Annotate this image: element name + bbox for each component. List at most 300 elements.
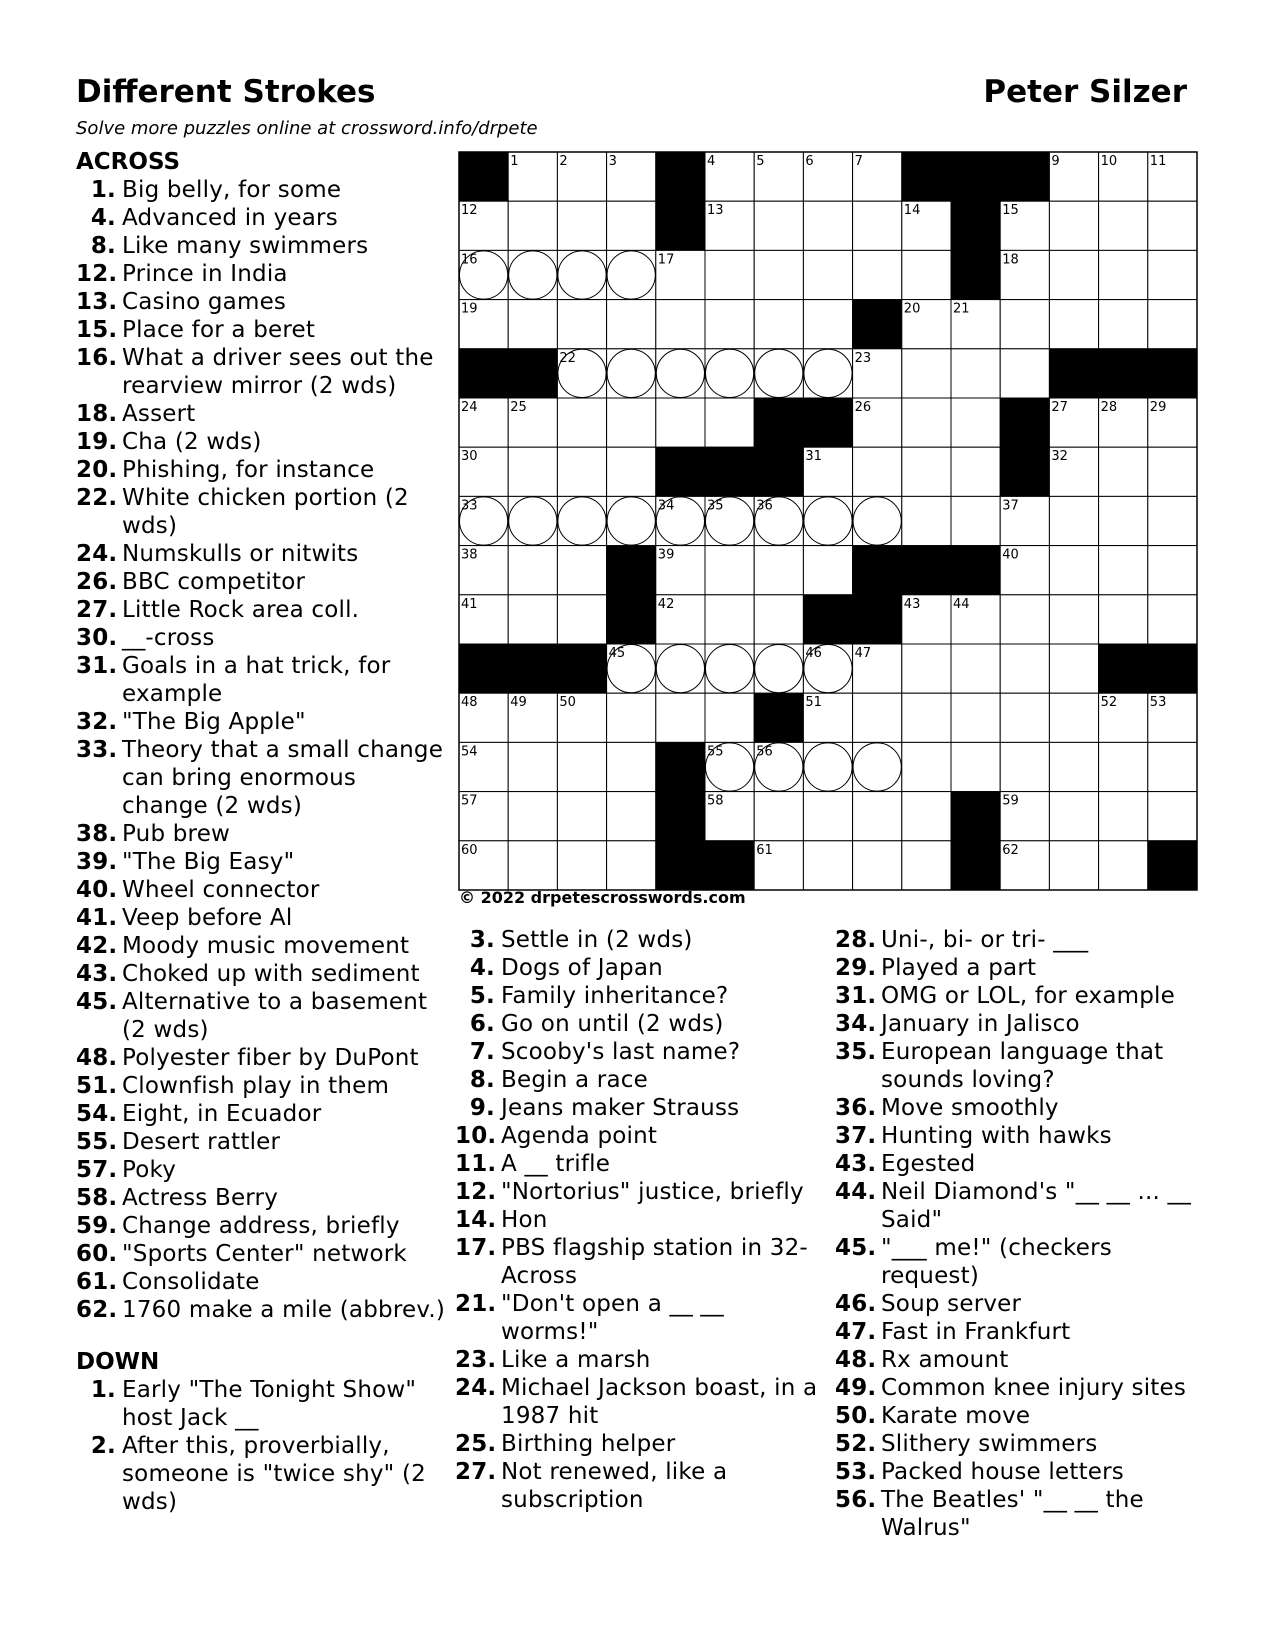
grid-cell[interactable] <box>1099 447 1148 496</box>
grid-cell[interactable] <box>902 693 951 742</box>
grid-cell[interactable] <box>803 250 852 299</box>
grid-block <box>951 546 1000 595</box>
grid-cell[interactable] <box>1049 841 1098 890</box>
grid-cell[interactable] <box>557 742 606 791</box>
clues-left-column <box>76 148 446 1516</box>
grid-cell[interactable] <box>508 546 557 595</box>
grid-cell[interactable] <box>557 398 606 447</box>
grid-block <box>1049 349 1098 398</box>
clue-text: Goals in a hat trick, for example <box>122 653 391 707</box>
clue-text: Theory that a small change can bring enormous change (2 wds) <box>122 737 444 819</box>
grid-block <box>1000 398 1049 447</box>
clue-number: 15. <box>76 317 118 343</box>
clue-item <box>455 954 825 982</box>
cell-number: 41 <box>461 596 478 612</box>
grid-cell[interactable] <box>951 693 1000 742</box>
clue-number: 59. <box>76 1213 118 1239</box>
grid-cell[interactable] <box>902 644 951 693</box>
clue-item <box>76 904 446 932</box>
cell-number: 32 <box>1051 449 1068 465</box>
clue-text: Actress Berry <box>122 1185 279 1211</box>
clue-item <box>76 344 446 400</box>
cell-number: 49 <box>510 695 527 711</box>
grid-cell[interactable] <box>1099 496 1148 545</box>
clue-number: 47. <box>835 1319 877 1345</box>
grid-cell[interactable] <box>803 792 852 841</box>
clue-text: Like many swimmers <box>122 233 369 259</box>
grid-cell[interactable] <box>902 742 951 791</box>
grid-cell[interactable] <box>803 300 852 349</box>
grid-cell[interactable] <box>1148 792 1197 841</box>
clue-text: January in Jalisco <box>881 1011 1080 1037</box>
cell-number: 15 <box>1002 203 1019 219</box>
grid-cell[interactable] <box>656 398 705 447</box>
grid-cell[interactable] <box>1099 201 1148 250</box>
copyright-notice: © 2022 drpetescrosswords.com <box>459 888 746 907</box>
clue-text: Choked up with sediment <box>122 961 420 987</box>
cell-number: 26 <box>854 400 872 415</box>
clue-text: Alternative to a basement (2 wds) <box>122 989 428 1043</box>
cell-number: 36 <box>756 498 773 514</box>
grid-cell[interactable] <box>951 447 1000 496</box>
grid-cell[interactable] <box>754 546 803 595</box>
crossword-grid[interactable] <box>459 152 1197 890</box>
clue-number: 8. <box>90 233 116 259</box>
cell-number: 56 <box>756 744 773 760</box>
grid-block <box>656 152 705 201</box>
grid-cell[interactable] <box>656 300 705 349</box>
grid-cell[interactable] <box>607 447 656 496</box>
grid-cell[interactable] <box>902 250 951 299</box>
grid-cell[interactable] <box>1049 250 1098 299</box>
clue-item <box>76 1240 446 1268</box>
clue-item <box>835 1430 1215 1458</box>
grid-cell[interactable] <box>853 250 902 299</box>
grid-block <box>951 250 1000 299</box>
clue-item <box>835 1234 1215 1290</box>
cell-number: 31 <box>805 449 822 465</box>
clue-number: 43. <box>835 1151 877 1177</box>
clue-item <box>835 1094 1215 1122</box>
clue-number: 44. <box>835 1179 877 1205</box>
grid-cell[interactable] <box>1049 201 1098 250</box>
grid-cell[interactable] <box>557 595 606 644</box>
clue-number: 54. <box>76 1101 118 1127</box>
clue-item <box>455 1290 825 1346</box>
grid-cell[interactable] <box>853 693 902 742</box>
clue-item <box>76 540 446 568</box>
clue-number: 24. <box>455 1375 497 1401</box>
cell-number: 38 <box>461 547 478 563</box>
clue-item <box>455 1458 825 1514</box>
clue-item <box>76 1376 446 1432</box>
grid-cell[interactable] <box>1099 250 1148 299</box>
grid-cell[interactable] <box>508 595 557 644</box>
clue-item <box>835 1346 1215 1374</box>
clue-text: Slithery swimmers <box>881 1431 1098 1457</box>
grid-block <box>754 398 803 447</box>
grid-cell[interactable] <box>754 250 803 299</box>
grid-cell[interactable] <box>1049 742 1098 791</box>
grid-cell[interactable] <box>1148 250 1197 299</box>
clue-number: 21. <box>455 1291 497 1317</box>
cell-number: 29 <box>1149 400 1167 415</box>
clue-text: Neil Diamond's "__ __ ... __ Said" <box>881 1179 1191 1233</box>
clue-number: 25. <box>455 1431 497 1457</box>
cell-number: 23 <box>854 350 872 366</box>
clue-text: Moody music movement <box>122 933 410 959</box>
clue-text: Advanced in years <box>122 205 338 231</box>
grid-block <box>705 447 754 496</box>
grid-cell[interactable] <box>803 841 852 890</box>
cell-number: 14 <box>903 203 921 219</box>
grid-cell[interactable] <box>705 595 754 644</box>
grid-cell[interactable] <box>902 792 951 841</box>
clue-text: Go on until (2 wds) <box>501 1011 724 1037</box>
clue-number: 26. <box>76 569 118 595</box>
grid-cell[interactable] <box>803 546 852 595</box>
grid-cell[interactable] <box>557 447 606 496</box>
grid-cell[interactable] <box>705 300 754 349</box>
clue-item <box>76 484 446 540</box>
clue-number: 4. <box>90 205 116 231</box>
clue-item <box>835 1290 1215 1318</box>
clue-number: 46. <box>835 1291 877 1317</box>
cell-number: 54 <box>461 744 478 760</box>
clue-number: 48. <box>76 1045 118 1071</box>
clue-item <box>76 1184 446 1212</box>
clue-item <box>76 288 446 316</box>
grid-cell[interactable] <box>705 546 754 595</box>
clue-number: 6. <box>469 1011 495 1037</box>
clue-item <box>76 624 446 652</box>
grid-block <box>754 447 803 496</box>
puzzle-author: Peter Silzer <box>983 74 1187 110</box>
clue-text: "The Big Apple" <box>122 709 306 735</box>
grid-cell[interactable] <box>803 201 852 250</box>
clue-text: Birthing helper <box>501 1431 676 1457</box>
clue-item <box>455 1430 825 1458</box>
clue-text: Desert rattler <box>122 1129 281 1155</box>
clue-number: 11. <box>455 1151 497 1177</box>
clue-number: 28. <box>835 927 877 953</box>
grid-cell[interactable] <box>1000 693 1049 742</box>
cell-number: 25 <box>510 400 527 415</box>
grid-cell[interactable] <box>607 792 656 841</box>
grid-cell[interactable] <box>1000 300 1049 349</box>
grid-cell[interactable] <box>508 792 557 841</box>
grid-cell[interactable] <box>557 546 606 595</box>
grid-cell[interactable] <box>853 792 902 841</box>
down-clue-list-part1 <box>76 1376 446 1516</box>
cell-number: 2 <box>559 154 568 169</box>
clue-text: Early "The Tonight Show" host Jack __ <box>122 1377 417 1431</box>
grid-cell[interactable] <box>902 496 951 545</box>
cell-number: 37 <box>1002 498 1019 514</box>
clue-text: Rx amount <box>881 1347 1009 1373</box>
grid-cell[interactable] <box>1099 841 1148 890</box>
cell-number: 5 <box>756 154 765 169</box>
grid-block <box>853 595 902 644</box>
grid-cell[interactable] <box>1148 595 1197 644</box>
clue-item <box>835 1150 1215 1178</box>
clue-item <box>835 1010 1215 1038</box>
grid-block <box>508 349 557 398</box>
clue-text: PBS flagship station in 32-Across <box>501 1235 808 1289</box>
clue-text: Egested <box>881 1151 976 1177</box>
across-heading: ACROSS <box>76 149 181 175</box>
grid-cell[interactable] <box>902 349 951 398</box>
clue-item <box>76 820 446 848</box>
clue-number: 31. <box>76 653 118 679</box>
clue-text: Clownfish play in them <box>122 1073 390 1099</box>
grid-block <box>656 201 705 250</box>
cell-number: 57 <box>461 793 478 809</box>
clue-item <box>76 260 446 288</box>
grid-cell[interactable] <box>656 693 705 742</box>
grid-cell[interactable] <box>1148 300 1197 349</box>
clue-item <box>76 1212 446 1240</box>
grid-cell[interactable] <box>853 841 902 890</box>
clue-number: 19. <box>76 429 118 455</box>
clue-item <box>835 1486 1215 1542</box>
grid-cell[interactable] <box>951 398 1000 447</box>
grid-cell[interactable] <box>754 201 803 250</box>
grid-cell[interactable] <box>951 742 1000 791</box>
clue-item <box>455 1038 825 1066</box>
grid-cell[interactable] <box>951 644 1000 693</box>
clue-item <box>76 176 446 204</box>
grid-cell[interactable] <box>557 841 606 890</box>
grid-block <box>853 300 902 349</box>
grid-cell[interactable] <box>607 201 656 250</box>
grid-cell[interactable] <box>607 398 656 447</box>
clue-text: White chicken portion (2 wds) <box>122 485 409 539</box>
clue-item <box>76 204 446 232</box>
grid-cell[interactable] <box>754 300 803 349</box>
clue-text: BBC competitor <box>122 569 306 595</box>
puzzle-subtitle: Solve more puzzles online at crossword.info/drpete <box>76 118 538 139</box>
clue-item <box>76 848 446 876</box>
clue-number: 40. <box>76 877 118 903</box>
grid-cell[interactable] <box>1099 792 1148 841</box>
clue-number: 27. <box>76 597 118 623</box>
grid-cell[interactable] <box>705 693 754 742</box>
clue-text: Jeans maker Strauss <box>501 1095 740 1121</box>
grid-cell[interactable] <box>1049 693 1098 742</box>
grid-cell[interactable] <box>1000 644 1049 693</box>
grid-cell[interactable] <box>1049 300 1098 349</box>
cell-number: 11 <box>1149 154 1167 169</box>
grid-cell[interactable] <box>1049 792 1098 841</box>
clue-text: Change address, briefly <box>122 1213 400 1239</box>
clue-item <box>76 400 446 428</box>
clue-number: 36. <box>835 1095 877 1121</box>
grid-cell[interactable] <box>705 398 754 447</box>
cell-number: 52 <box>1100 695 1118 711</box>
clue-number: 49. <box>835 1375 877 1401</box>
clue-number: 8. <box>469 1067 495 1093</box>
grid-cell[interactable] <box>951 496 1000 545</box>
grid-cell[interactable] <box>853 201 902 250</box>
clue-number: 9. <box>469 1095 495 1121</box>
down-clue-list-part2 <box>455 926 825 1514</box>
cell-number: 8 <box>1002 154 1011 169</box>
clue-item <box>835 1038 1215 1094</box>
grid-cell[interactable] <box>902 398 951 447</box>
clue-text: Hon <box>501 1207 548 1233</box>
grid-cell[interactable] <box>902 447 951 496</box>
clue-text: Uni-, bi- or tri- ___ <box>881 927 1089 953</box>
cell-number: 27 <box>1051 400 1068 415</box>
cell-number: 28 <box>1100 400 1118 415</box>
grid-cell[interactable] <box>902 841 951 890</box>
clue-text: Fast in Frankfurt <box>881 1319 1071 1345</box>
clue-item <box>76 988 446 1044</box>
clue-number: 20. <box>76 457 118 483</box>
cell-number: 7 <box>854 154 863 169</box>
grid-block <box>803 595 852 644</box>
clue-text: "___ me!" (checkers request) <box>881 1235 1112 1289</box>
clue-number: 39. <box>76 849 118 875</box>
cell-number: 13 <box>707 203 724 219</box>
grid-cell[interactable] <box>557 201 606 250</box>
clue-number: 1. <box>90 177 116 203</box>
cell-number: 55 <box>707 744 724 760</box>
grid-block <box>607 546 656 595</box>
grid-cell[interactable] <box>1049 644 1098 693</box>
cell-number: 19 <box>461 301 478 317</box>
cell-number: 46 <box>805 646 822 661</box>
cell-number: 6 <box>805 154 814 169</box>
puzzle-title: Different Strokes <box>76 74 376 110</box>
clue-item <box>76 232 446 260</box>
cell-number: 16 <box>461 252 478 268</box>
cell-number: 58 <box>707 793 724 809</box>
cell-number: 42 <box>657 596 675 612</box>
cell-number: 45 <box>608 646 626 661</box>
clue-item <box>76 428 446 456</box>
cell-number: 47 <box>854 646 872 661</box>
grid-block <box>803 398 852 447</box>
clue-number: 4. <box>469 955 495 981</box>
grid-cell[interactable] <box>1099 595 1148 644</box>
clue-number: 23. <box>455 1347 497 1373</box>
grid-block <box>1148 841 1197 890</box>
clue-number: 57. <box>76 1157 118 1183</box>
grid-block <box>656 742 705 791</box>
cell-number: 34 <box>657 498 675 514</box>
clue-text: Casino games <box>122 289 287 315</box>
cell-number: 3 <box>608 154 617 169</box>
grid-block <box>508 644 557 693</box>
grid-cell[interactable] <box>951 349 1000 398</box>
clue-number: 16. <box>76 345 118 371</box>
grid-cell[interactable] <box>754 792 803 841</box>
clue-number: 61. <box>76 1269 118 1295</box>
clue-number: 56. <box>835 1487 877 1513</box>
clue-number: 52. <box>835 1431 877 1457</box>
grid-block <box>459 349 508 398</box>
grid-cell[interactable] <box>607 841 656 890</box>
grid-cell[interactable] <box>508 300 557 349</box>
grid-cell[interactable] <box>1000 742 1049 791</box>
grid-cell[interactable] <box>1049 595 1098 644</box>
grid-cell[interactable] <box>1148 546 1197 595</box>
cell-number: 22 <box>559 350 576 366</box>
grid-block <box>557 644 606 693</box>
clue-text: OMG or LOL, for example <box>881 983 1175 1009</box>
grid-cell[interactable] <box>508 201 557 250</box>
grid-cell[interactable] <box>557 792 606 841</box>
grid-cell[interactable] <box>1049 546 1098 595</box>
grid-cell[interactable] <box>607 693 656 742</box>
cell-number: 30 <box>461 449 478 465</box>
grid-cell[interactable] <box>607 300 656 349</box>
clue-item <box>76 1268 446 1296</box>
clue-text: Prince in India <box>122 261 288 287</box>
grid-block <box>951 841 1000 890</box>
clue-number: 51. <box>76 1073 118 1099</box>
clue-text: Scooby's last name? <box>501 1039 741 1065</box>
grid-block <box>853 546 902 595</box>
grid-cell[interactable] <box>1000 349 1049 398</box>
cell-number: 33 <box>461 498 478 514</box>
grid-cell[interactable] <box>754 595 803 644</box>
cell-number: 4 <box>707 154 716 169</box>
cell-number: 21 <box>953 301 970 317</box>
grid-cell[interactable] <box>508 841 557 890</box>
clue-item <box>835 1122 1215 1150</box>
clue-item <box>455 1094 825 1122</box>
grid-cell[interactable] <box>1148 447 1197 496</box>
grid-cell[interactable] <box>1099 742 1148 791</box>
grid-cell[interactable] <box>705 250 754 299</box>
clue-item <box>76 596 446 624</box>
clue-text: __-cross <box>122 625 215 651</box>
cell-number: 9 <box>1051 154 1060 169</box>
clue-text: Assert <box>122 401 196 427</box>
clue-item <box>455 1346 825 1374</box>
clues-middle-column <box>455 926 825 1514</box>
grid-cell[interactable] <box>557 300 606 349</box>
grid-cell[interactable] <box>1148 496 1197 545</box>
grid-cell[interactable] <box>1099 300 1148 349</box>
grid-cell[interactable] <box>1049 496 1098 545</box>
grid-cell[interactable] <box>508 742 557 791</box>
grid-cell[interactable] <box>853 447 902 496</box>
cell-number: 60 <box>461 842 478 858</box>
clue-text: Packed house letters <box>881 1459 1124 1485</box>
clue-number: 34. <box>835 1011 877 1037</box>
clue-text: Hunting with hawks <box>881 1123 1112 1149</box>
grid-cell[interactable] <box>1148 742 1197 791</box>
clue-number: 3. <box>469 927 495 953</box>
clue-number: 62. <box>76 1297 118 1323</box>
grid-cell[interactable] <box>1099 546 1148 595</box>
clue-text: Common knee injury sites <box>881 1375 1187 1401</box>
grid-block <box>1099 644 1148 693</box>
clue-number: 12. <box>76 261 118 287</box>
cell-number: 59 <box>1002 793 1019 809</box>
grid-cell[interactable] <box>508 447 557 496</box>
cell-number: 44 <box>953 596 970 612</box>
clue-text: The Beatles' "__ __ the Walrus" <box>881 1487 1144 1541</box>
grid-cell[interactable] <box>607 742 656 791</box>
grid-cell[interactable] <box>1000 595 1049 644</box>
grid-block <box>1000 447 1049 496</box>
grid-cell[interactable] <box>1148 201 1197 250</box>
